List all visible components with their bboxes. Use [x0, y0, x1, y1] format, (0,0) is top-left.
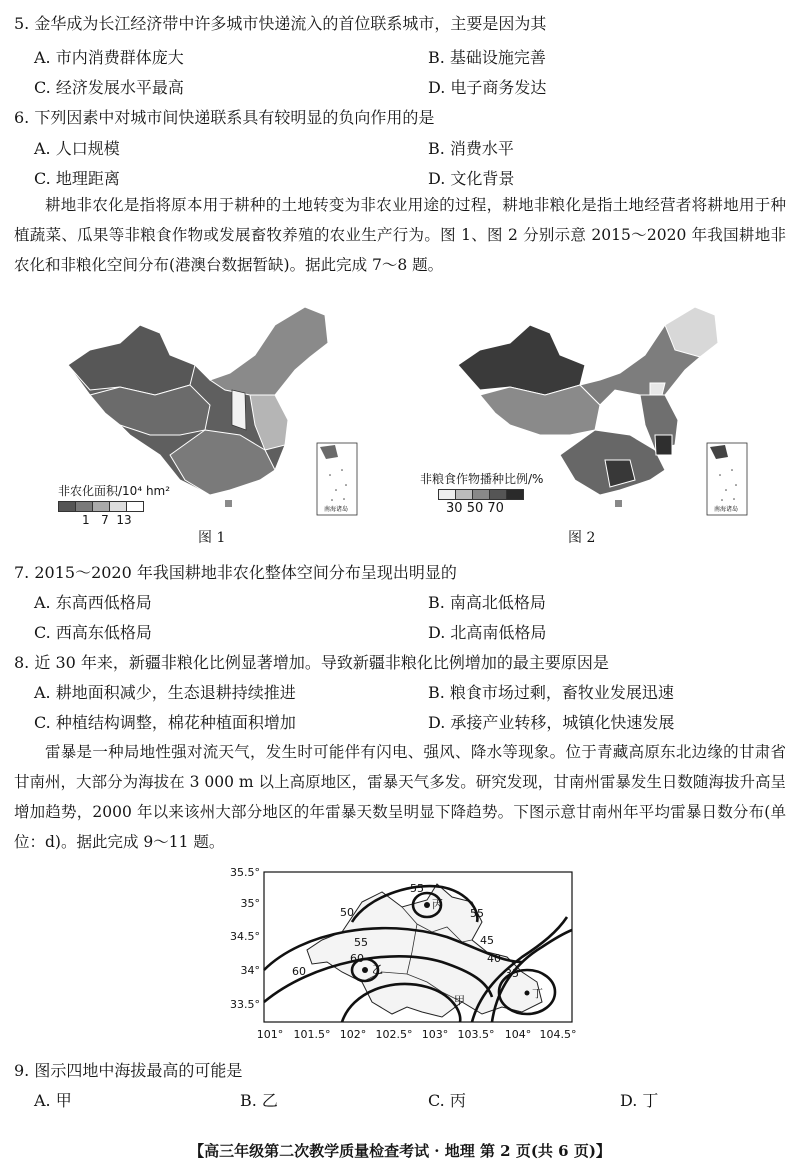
passage-farmland: 耕地非农化是指将原本用于耕种的土地转变为非农业用途的过程，耕地非粮化是指土地经营者将耕地用于种植蔬菜、瓜果等非粮食作物或发展畜牧养殖的农业生产行为。图 1、图 2 分别示意 2015～2020 年我国耕地非农化和非粮化空间分布(港澳台数据暂缺)。据此完成 7～8 题。	[14, 196, 786, 274]
lon-label-102-5: 102.5°	[375, 1028, 413, 1041]
q5-stem: 5. 金华成为长江经济带中许多城市快递流入的首位联系城市，主要是因为其	[14, 14, 547, 33]
isoline-label-55-west: 55	[354, 936, 368, 949]
figure3-isoline-map	[222, 862, 582, 1058]
lon-label-101-5: 101.5°	[293, 1028, 331, 1041]
figure2-tick-1: 30	[446, 501, 463, 516]
lat-label-33-5: 33.5°	[230, 998, 260, 1011]
q9-stem: 9. 图示四地中海拔最高的可能是	[14, 1061, 243, 1080]
figure1-inset-label: 南海诸岛	[323, 506, 349, 513]
figure2-legend-title: 非粮食作物播种比例/%	[420, 472, 544, 486]
q9-option-a: A. 甲	[34, 1091, 72, 1110]
lon-label-104-5: 104.5°	[539, 1028, 577, 1041]
isoline-label-45: 45	[480, 934, 494, 947]
isoline-label-55-east: 55	[470, 907, 484, 920]
figure2-tick-2: 50	[466, 501, 484, 516]
isoline-label-35: 35	[505, 967, 519, 980]
q5-option-b: B. 基础设施完善	[428, 48, 546, 67]
q6-option-b: B. 消费水平	[428, 139, 514, 158]
q9-option-d: D. 丁	[620, 1091, 659, 1110]
q7-option-c: C. 西高东低格局	[34, 623, 152, 642]
figure1-legend	[58, 482, 170, 527]
figure1-legend-title: 非农化面积/10⁴ hm²	[58, 484, 171, 498]
q6-stem: 6. 下列因素中对城市间快递联系具有较明显的负向作用的是	[14, 108, 435, 127]
figure2-legend	[420, 470, 543, 516]
figure2-inset-label: 南海诸岛	[713, 506, 739, 513]
place-yi: 乙	[372, 963, 383, 976]
figure1-tick-1: 1	[82, 513, 90, 527]
isoline-label-50: 50	[340, 906, 354, 919]
figure2-caption: 图 2	[568, 530, 596, 546]
isoline-label-55-north: 55	[410, 882, 424, 895]
isoline-label-40: 40	[487, 952, 501, 965]
q7-option-d: D. 北高南低格局	[428, 623, 547, 642]
isoline-label-60-west: 60	[292, 965, 306, 978]
page-footer: 【高三年级第二次教学质量检查考试 · 地理 第 2 页(共 6 页)】	[189, 1142, 611, 1160]
q7-option-a: A. 东高西低格局	[34, 593, 152, 612]
place-bing: 丙	[432, 898, 443, 911]
lat-label-35: 35°	[240, 897, 260, 910]
q7-stem: 7. 2015～2020 年我国耕地非农化整体空间分布呈现出明显的	[14, 563, 457, 582]
lat-label-34: 34°	[240, 964, 260, 977]
q5-option-d: D. 电子商务发达	[428, 78, 547, 97]
q6-option-a: A. 人口规模	[34, 139, 120, 158]
q6-option-d: D. 文化背景	[428, 169, 515, 188]
figure1-tick-3: 13	[116, 513, 132, 527]
lat-label-35-5: 35.5°	[230, 866, 260, 879]
q9-option-c: C. 丙	[428, 1091, 466, 1110]
place-jia: 甲	[454, 994, 465, 1007]
place-ding: 丁	[532, 987, 543, 1000]
lon-label-103-5: 103.5°	[457, 1028, 495, 1041]
lon-label-102: 102°	[339, 1028, 367, 1041]
q5-option-a: A. 市内消费群体庞大	[34, 48, 184, 67]
q8-option-d: D. 承接产业转移，城镇化快速发展	[428, 713, 675, 732]
lat-label-34-5: 34.5°	[230, 930, 260, 943]
q8-option-b: B. 粮食市场过剩，畜牧业发展迅速	[428, 683, 674, 702]
figure1-caption: 图 1	[198, 530, 226, 546]
q6-option-c: C. 地理距离	[34, 169, 120, 188]
q8-option-a: A. 耕地面积减少，生态退耕持续推进	[34, 683, 296, 702]
passage-thunderstorm: 雷暴是一种局地性强对流天气，发生时可能伴有闪电、强风、降水等现象。位于青藏高原东北边缘的甘肃省甘南州，大部分为海拔在 3 000 m 以上高原地区，雷暴天气多发。研究发现，甘南州雷暴发生日数随海拔升高呈增加趋势，2000 年以来该州大部分地区的年雷暴天数呈明显下降趋势。下图示意甘南州年平均雷暴日数分布(单位：d)。据此完成 9～11 题。	[14, 743, 786, 851]
q9-option-b: B. 乙	[240, 1091, 278, 1110]
q8-option-c: C. 种植结构调整，棉花种植面积增加	[34, 713, 296, 732]
q7-option-b: B. 南高北低格局	[428, 593, 546, 612]
figure1-tick-2: 7	[101, 513, 109, 527]
q8-stem: 8. 近 30 年来，新疆非粮化比例显著增加。导致新疆非粮化比例增加的最主要原因是	[14, 653, 609, 672]
isoline-label-60-center: 60	[350, 952, 364, 965]
lon-label-103: 103°	[421, 1028, 449, 1041]
figure2-tick-3: 70	[487, 501, 504, 516]
q5-option-c: C. 经济发展水平最高	[34, 78, 184, 97]
lon-label-101: 101°	[256, 1028, 284, 1041]
lon-label-104: 104°	[504, 1028, 532, 1041]
